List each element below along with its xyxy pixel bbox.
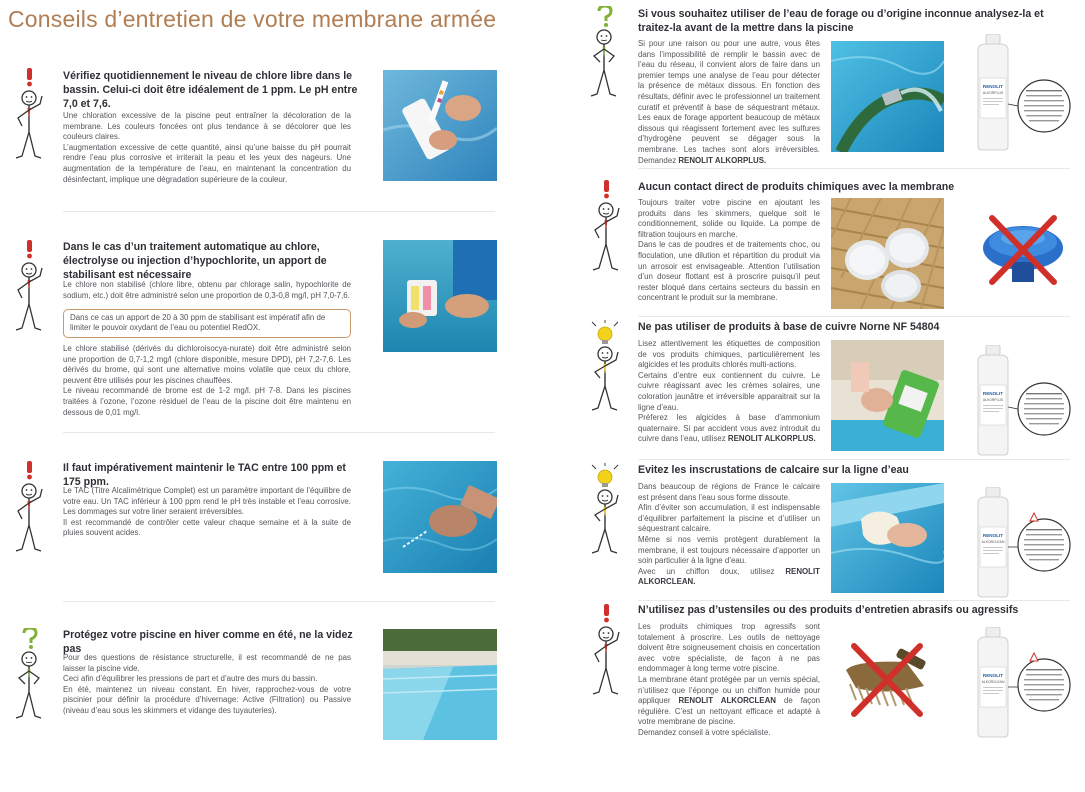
pool-cover-photo xyxy=(383,629,497,740)
section-body: Lisez attentivement les étiquettes de composition de vos produits chimiques, particulièrement les algicides et les produits chlorés multi-actions. Certains d’entre eux contiennent du cuivre. Le cuivre réagissant avec les crèmes solaires, une coloration jaunâtre et irréversible apparaitrait sur la ligne d’eau. Préferez les algicides à base d’ammonium quaternaire. Si par accident vous avez introduit du cuivre dans l’eau, utilisez RENOLIT ALKORPLUS. xyxy=(638,339,820,444)
cleaning-waterline-photo xyxy=(831,483,944,593)
section-body: Toujours traiter votre piscine en ajoutant les produits dans les skimmers, quelque soit le conditionnement, solide ou liquide. La pompe de filtration toujours en marche. Dans le cas de poudres et de traitements choc, ou floculation, une dilution et répartition du produit via un arrosoir est envisageable. Attention l’utilisation d’un doseur flottant est à proscrire puisqu’il peut rester bloqué dans certains secteurs du bassin en concentrant le produit sur la membrane. xyxy=(638,198,820,303)
exclamation-icon xyxy=(589,180,623,276)
divider xyxy=(63,601,495,602)
divider xyxy=(638,459,1070,460)
section-heading: Evitez les inscrustations de calcaire sur la ligne d’eau xyxy=(638,464,909,476)
question-icon xyxy=(587,6,621,102)
product-bottle xyxy=(960,627,1072,739)
section-body: Si pour une raison ou pour une autre, vous êtes dans l’impossibilité de remplir le bassin avec de l’eau du réseau, il convient alors de faire dans un premier temps une analyse de l’eau pour détecter la présence de métaux dissous. En fonction des résultats, définir avec le professionnel un traitement curatif et préventif à base de séquestrant métaux. Les eaux de forage apportent beaucoup de métaux dissous qui réagissent fortement avec les sulfures d’hydrogène peuvent se dégager sous la membrane. Les taches sont alors irréversibles. Demandez RENOLIT ALKORPLUS. xyxy=(638,39,820,165)
exclamation-icon xyxy=(12,240,46,336)
section-heading: Aucun contact direct de produits chimiques avec la membrane xyxy=(638,181,955,193)
lightbulb-icon xyxy=(588,463,622,559)
exclamation-icon xyxy=(12,68,46,164)
bottle-product-label: ALKORPLUS xyxy=(982,398,1004,402)
water-test-kit-photo xyxy=(383,240,497,352)
section-heading: Protégez votre piscine en hiver comme en été, ne la videz pas xyxy=(63,629,353,655)
divider xyxy=(63,211,495,212)
section-body: Le chlore non stabilisé (chlore libre, obtenu par chlorage salin, hypochlorite de sodium, etc.) doit être administré selon une proportion de 0,3-0,8 mg/l, pH 7,0-7,6. xyxy=(63,280,351,300)
abrasive-brush-crossed xyxy=(836,640,936,720)
exclamation-icon xyxy=(589,604,623,700)
bottle-brand-label: RENOLIT xyxy=(982,673,1004,678)
chlorine-test-photo xyxy=(383,70,497,181)
section-body: Les produits chimiques trop agressifs sont totalement à proscrire. Les outils de nettoyage doivent être soigneusement choisis en concertation avec votre spécialiste, de façon à ne pas endommager à long terme votre piscine. La membrane étant protégée par un vernis spécial, n’utilisez que l’éponge ou un chiffon humide pour appliquer RENOLIT ALKORCLEAN de façon régulière. C’est un nettoyant efficace et adapté à votre membrane de piscine. Demandez conseil à votre spécialiste. xyxy=(638,622,820,737)
section-heading: N’utilisez pas d’ustensiles ou des produits d’entretien abrasifs ou agressifs xyxy=(638,604,1019,616)
section-body: Pour des questions de résistance structurelle, il est recommandé de ne pas laisser la piscine vide. Ceci afin d’équilibrer les pressions de part et d’autre des murs du bassin. En été, maintenez un niveau constant. En hiver, rapprochez-vous de votre piscinier pour définir la procédure d’hivernage: Active (Filtration) ou Passive (niveau d’eau sous les skimmers et vidange des tuyauteries). xyxy=(63,653,351,715)
product-label-reading-photo xyxy=(831,340,944,451)
section-body: Le chlore stabilisé (dérivés du dichloroisocya-nurate) doit être administré selon une proportion de 0,7-1,2 mg/l (chlore disponible, mesure DPD), pH 7,2-7,6. Les dérivés du brome, qui sont une alternative moins volatile que ceux du chlore, peuvent être utilisés pour les piscines chauffées. Le niveau recommandé de brome est de 1-2 mg/l. pH 7-8. Dans les piscines traitées à l’ozone, l’ozone résiduel de l’eau de la piscine doit être maintenu en dessous de 0,01 mg/l. xyxy=(63,344,351,417)
divider xyxy=(638,600,1070,601)
section-body: Dans beaucoup de régions de France le calcaire est présent dans l’eau sous forme dissoute. Afin d’éviter son accumulation, il est indispensable d’équilibrer parfaitement la piscine et d’utiliser un séquestrant calcaire. Même si nos vernis protègent durablement la membrane, il est toujours nécessaire d’apporter un soin particulier à la ligne d’eau. Avec un chiffon doux, utilisez RENOLIT ALKORCLEAN. xyxy=(638,482,820,587)
product-bottle xyxy=(960,345,1072,457)
floating-dispenser-crossed xyxy=(978,210,1068,290)
product-bottle xyxy=(960,487,1072,599)
pool-hose-photo xyxy=(831,41,944,152)
section-heading: Dans le cas d’un traitement automatique au chlore, électrolyse ou injection d’hypochlorite, un apport de stabilisant est nécessaire xyxy=(63,241,327,281)
bottle-product-label: ALKORCLEAN xyxy=(981,540,1005,544)
divider xyxy=(638,168,1070,169)
divider xyxy=(63,432,495,433)
section-body: Le TAC (Titre Alcalimétrique Complet) est un paramètre important de l’équilibre de votre eau. Un TAC inférieur à 100 ppm rend le pH très instable et l’eau corrosive. Les dommages sur votre liner seraient irréversibles. Il est recommandé de contrôler cette valeur chaque semaine et à la suite de pluies souvent acides. xyxy=(63,486,351,538)
bottle-product-label: ALKORCLEAN xyxy=(981,680,1005,684)
section-heading: Ne pas utiliser de produits à base de cuivre Norne NF 54804 xyxy=(638,321,940,333)
bottle-product-label: ALKORPLUS xyxy=(982,91,1004,95)
note-box: Dans ce cas un apport de 20 à 30 ppm de stabilisant est impératif afin de limiter le pouvoir oxydant de l’eau ou potentiel RedOX. xyxy=(63,309,351,338)
bottle-brand-label: RENOLIT xyxy=(982,84,1004,89)
question-icon xyxy=(12,628,46,724)
lightbulb-icon xyxy=(588,320,622,416)
divider xyxy=(638,316,1070,317)
product-bottle xyxy=(960,34,1072,152)
bottle-brand-label: RENOLIT xyxy=(982,533,1004,538)
exclamation-icon xyxy=(12,461,46,557)
hand-in-water-photo xyxy=(383,461,497,573)
chlorine-tablets-photo xyxy=(831,198,944,309)
section-heading: Il faut impérativement maintenir le TAC entre 100 ppm et 175 ppm. xyxy=(63,462,346,488)
section-heading: Vérifiez quotidiennement le niveau de chlore libre dans le bassin. Celui-ci doit être idéalement de 1 ppm. Le pH entre 7,0 et 7,6. xyxy=(63,70,358,110)
section-body: Une chloration excessive de la piscine peut entraîner la décoloration de la membrane. Les couleurs foncées ont plus tendance à se décolorer que les couleurs claires. L’augmentation excessive de cette quantité, ainsi qu’une baisse du pH pourrait rendre l’eau plus corrosive et irriterait la peau et les yeux des nageurs. Une augmentation de la température de l’eau, en maintenant la concentration du désinfectant, implique une dégradation supérieure de la couleur. xyxy=(63,111,351,184)
section-heading: Si vous souhaitez utiliser de l’eau de forage ou d’origine inconnue analysez-la et traitez-la avant de la mettre dans la piscine xyxy=(638,8,1044,34)
page-title: Conseils d’entretien de votre membrane armée xyxy=(8,6,497,32)
bottle-brand-label: RENOLIT xyxy=(982,391,1004,396)
